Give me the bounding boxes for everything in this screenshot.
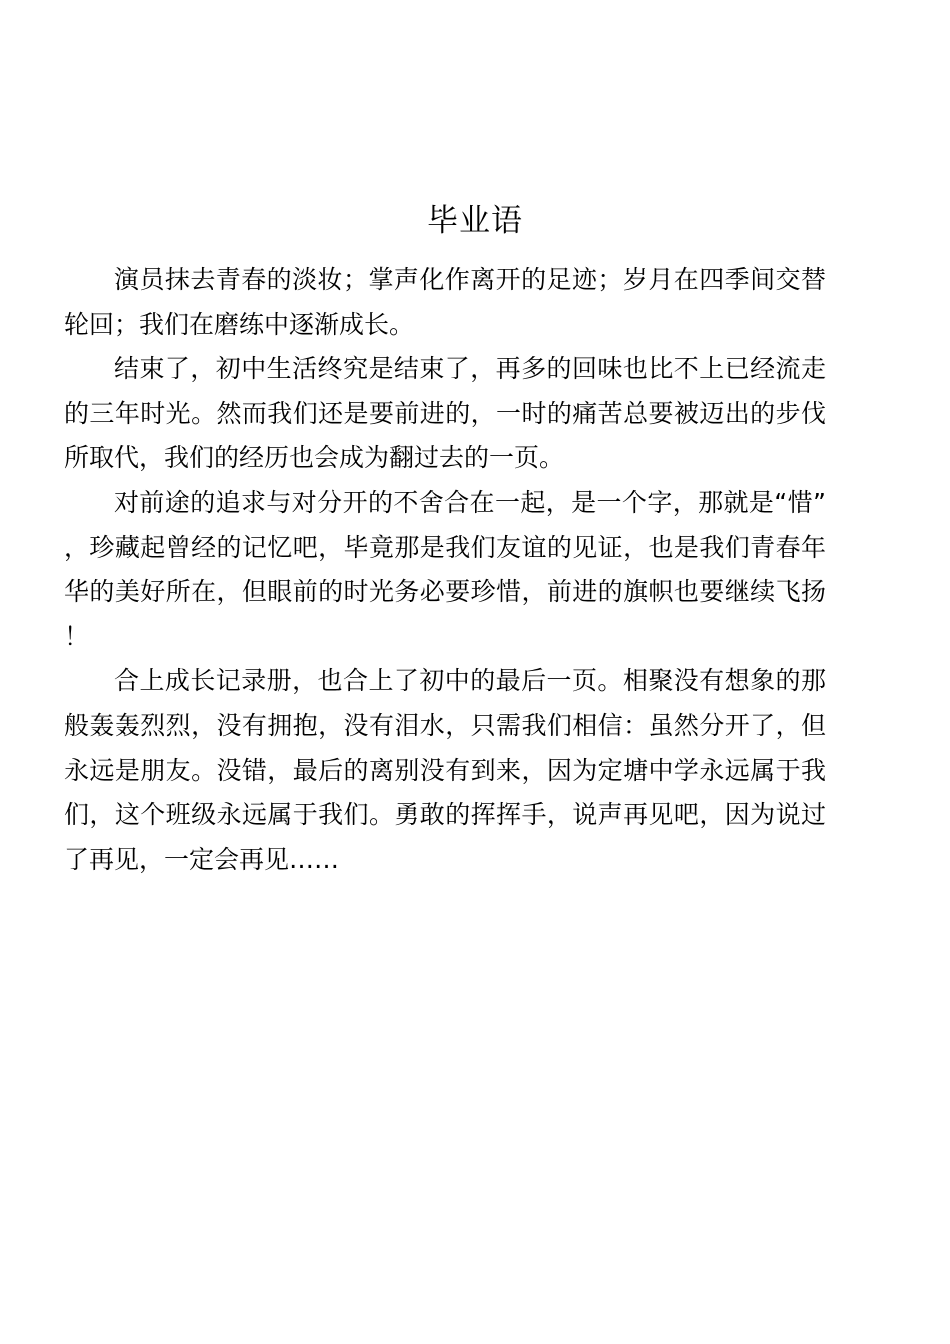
paragraph-1: 演员抹去青春的淡妆；掌声化作离开的足迹；岁月在四季间交替轮回；我们在磨练中逐渐成长。 [64, 265, 826, 339]
document-title: 毕业语 [427, 203, 523, 239]
document-body [64, 258, 826, 882]
paragraph-3: 对前途的追求与对分开的不舍合在一起，是一个字，那就是“惜”，珍藏起曾经的记忆吧，毕竟那是我们友谊的见证，也是我们青春年华的美好所在，但眼前的时光务必要珍惜，前进的旗帜也要继续飞扬！ [64, 487, 826, 651]
paragraph-4: 合上成长记录册，也合上了初中的最后一页。相聚没有想象的那般轰轰烈烈，没有拥抱，没有泪水，只需我们相信：虽然分开了，但永远是朋友。没错，最后的离别没有到来，因为定塘中学永远属于我们，这个班级永远属于我们。勇敢的挥挥手，说声再见吧，因为说过了再见，一定会再见…… [64, 666, 826, 874]
paragraph-2: 结束了，初中生活终究是结束了，再多的回味也比不上已经流走的三年时光。然而我们还是要前进的，一时的痛苦总要被迈出的步伐所取代，我们的经历也会成为翻过去的一页。 [64, 354, 826, 473]
